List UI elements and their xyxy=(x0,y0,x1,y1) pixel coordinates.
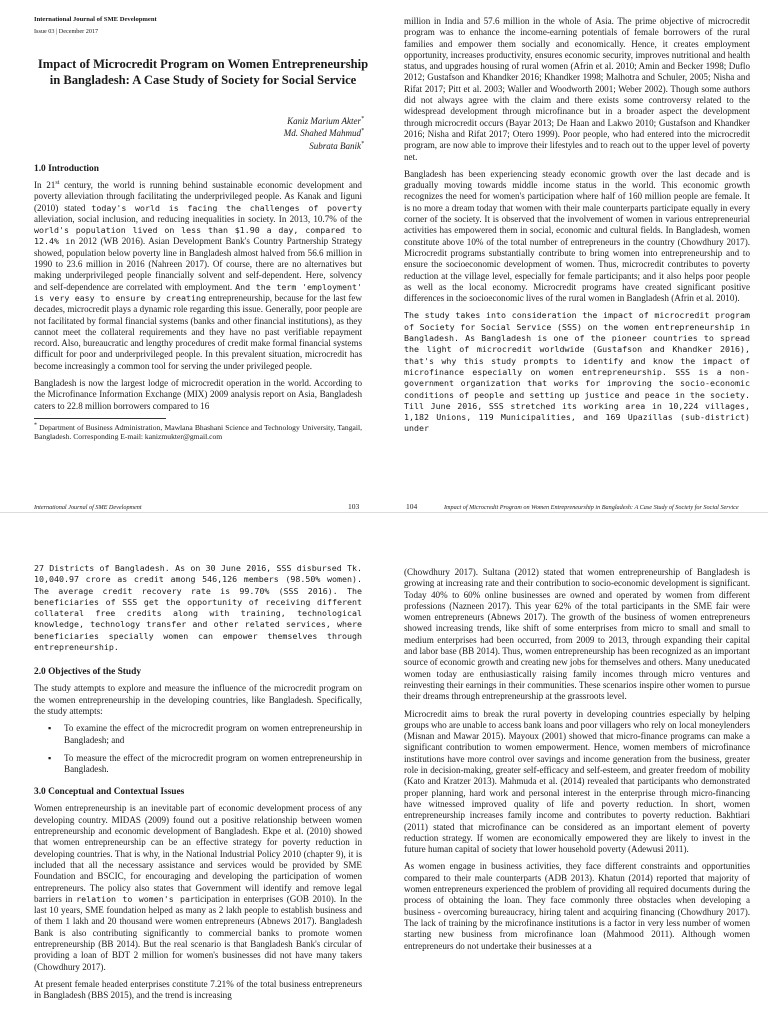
continuation-right-body xyxy=(404,567,750,958)
conceptual-paragraph-2: At present female headed enterprises constitute 7.21% of the total business entrepreneurs in Bangladesh (BBS 2015), and the trend is increasing xyxy=(34,978,362,1001)
objectives-list xyxy=(34,723,362,775)
footnote: * Department of Business Administration, Mawlana Bhashani Science and Technology University, Tangail, Bangladesh. Corresponding E-mail: kanizmukter@gmail.com xyxy=(34,422,362,442)
section-heading-conceptual: 3.0 Conceptual and Contextual Issues xyxy=(34,787,185,798)
author-list xyxy=(284,115,364,152)
page-spread-continuation xyxy=(0,512,768,1025)
page-number-104: 104 xyxy=(406,502,418,511)
page-103-body xyxy=(34,164,362,441)
growth-paragraph: (Chowdhury 2017). Sultana (2012) stated that women entrepreneurship of Bangladesh is growing at increasing rate and their contribution to socio-economic development is significant. Today 40% to 60% online businesses are owned and operated by women from different professions (Nazneen 2017). This year 62% of the total participants in the SME fair were women entrepreneurs (Abnews 2017). The growth of the business of women entrepreneurs showed increasing trends, like shift of some enterprises from micro to small and small to medium enterprises had been occurred, from 2009 to 2013, through expanding their capital and labor base (BB 2014). Thus, women entrepreneurship has been recognized as an important source of economic growth and creating new jobs for themselves and others. Many uneducated women today are enthusiastically raising family incomes through micro ventures and reinvesting their earnings in their communities. These scenarios inspire other women to pursue their dreams through entrepreneurship at the grassroots level. xyxy=(404,567,750,702)
issue-line: Issue 03 | December 2017 xyxy=(34,28,99,35)
objective-item-1: ▪ To examine the effect of the microcredit program on women entrepreneurship in Bangladesh; and xyxy=(64,723,362,746)
footnote-divider xyxy=(34,418,166,419)
footer-journal: International Journal of SME Development xyxy=(34,504,142,511)
intro-paragraph-1: In 21st century, the world is running behind sustainable economic development and poverty alleviation through facilitating the underprivileged people. As Kanak and Iiguni (2010) stated today's world is facing the challenges of poverty alleviation, social inclusion, and reducing inequalities in society. In 2013, 10.7% of the world's population lived on less than $1.90 a day, compared to 12.4% in 2012 (WB 2016). Asian Development Bank's Country Partnership Strategy showed, population below poverty line in Bangladesh almost halved from 56.6 million in 1990 to 23.6 million in 2016 (Nahreen 2017). Of course, there are no alternatives but making underprivileged people financially solvent and self-dependent. Here, solvency and self-dependence are correlated with employment. And the term 'employment' is very easy to ensure by creating entrepreneurship, because for the last few decades, microcredit plays a dynamic role regarding this issue. Generally, poor people are not facilitated by formal financial systems (banks and other financial institutions), as they cannot meet the collateral requirements and they have no past verifiable repayment record. Also, bureaucratic and lengthy procedures of credit make formal financial systems difficult for poor and underprivileged people. In this prevalent situation, microcredit has become increasingly a common tool for serving the under privileged people. xyxy=(34,179,362,371)
conceptual-paragraph-1: Women entrepreneurship is an inevitable part of economic development process of any developing country. MIDAS (2009) found out a positive relationship between women entrepreneurship and economic development of Bangladesh. Ekpe et al. (2010) showed that women entrepreneurship can be an effective strategy for poverty reduction in developing countries. That is why, in the National Industrial Policy 2010 (chapter 9), it is included that all the necessary assistance and services would be provided by SME Foundation and BSCIC, for encouraging and developing the participation of women entrepreneurs. The policy also states that Government will identify and remove legal barriers in relation to women's participation in enterprises (GOB 2010). In the last 10 years, SME foundation helped as many as 2 lakh people to establish business and of them 1 lakh and 20 thousand were women entrepreneurs (Abnews 2017). Bangladesh Bank is also contributing significantly to commercial banks to promote women entrepreneurship (BB 2014). But the real scenario is that Bangladesh Bank's circular of providing a loan of BDT 2 million for women's businesses did not have many takers (Chowdhury 2017). xyxy=(34,803,363,972)
footer-article-title: Impact of Microcredit Program on Women Entrepreneurship in Bangladesh: A Case Study of Society for Social Service xyxy=(444,504,739,511)
page-continuation-left xyxy=(0,513,384,1025)
section-heading-objectives: 2.0 Objectives of the Study xyxy=(34,667,142,678)
intro-paragraph-2: Bangladesh is now the largest lodge of microcredit operation in the world. According to the Microfinance Information Exchange (MIX) 2009 analysis report on Asia, Bangladesh caters to 22.8 million borrowers compared to 16 xyxy=(34,378,362,411)
paper-title: Impact of Microcredit Program on Women Entrepreneurship in Bangladesh: A Case Study of Society for Social Service xyxy=(37,57,369,87)
continuation-paragraph: million in India and 57.6 million in the whole of Asia. The prime objective of microcredit program was to enhance the income-earning potentials of female borrowers of the rural families and empower them socially and economically. Hence, it creates employment opportunity, increases productivity, ensures economic security, improves nutritional and health status, and upgrades housing of rural women (Afrin et al. 2010; Amin and Becker 1998; Duflo 2012; Gustafson and Khandker 2016; Khandker 1998; Malhotra and Schuler, 2005; Nisha and Rifat 2017; Pitt et al. 2003; Waller and Woodworth 2001; Weber 2002). Though some authors did not always agree with the claim and there exists some controversy related to the widespread development through microfinance but in a broader aspect the development through microcredit occurs (Bayar 2013; De Haan and Lakwo 2010; Gustafson and Khandker 2016; Nisha and Rifat 2017; Otero 1999). Poor people, who had entered into the microcredit program, are now able to improve their lifestyles and to reach out to the upper level of poverty net. xyxy=(404,16,750,162)
page-continuation-right xyxy=(384,513,768,1025)
author-2: Md. Shahed Mahmud* xyxy=(283,128,364,139)
page-103 xyxy=(0,0,384,512)
objective-item-2: ▪ To measure the effect of the microcredit program on women entrepreneurship in Bangladesh. xyxy=(64,753,362,776)
journal-header: International Journal of SME Development xyxy=(34,16,157,23)
section-heading-introduction: 1.0 Introduction xyxy=(34,164,99,174)
page-number-103: 103 xyxy=(348,502,360,511)
microcredit-aims-paragraph: Microcredit aims to break the rural poverty in developing countries especially by helping groups who are unable to access bank loans and poor villagers who rely on local moneylenders (Misnan and Mawar 2015). Mayoux (2001) showed that micro-finance programs can make a significant contribution to women empowerment. Hence, women members of microfinance institutions have more control over savings and income generation from the business, greater role in decision-making, greater self-efficacy and self-esteem, and greater freedom of mobility (Kato and Kratzer 2013). Mahmuda et al. (2014) revealed that participants who demonstrated proper planning, hard work and personal interest in the enterprise through micro-financing have witnessed improved quality of life and poverty reduction. In short, women entrepreneurship increases family income and contributes to poverty reduction. Bakhtiari (2011) stated that microfinance can be considered as an important element of poverty reduction strategy. If women are economically empowered they are likely to invest in the future human capital of society that lower household poverty (Adewusi 2011). xyxy=(404,708,750,855)
study-sss-paragraph: The study takes into consideration the impact of microcredit program of Society for Social Service (SSS) on the women entrepreneurship in Bangladesh. As Bangladesh is one of the pioneer countries to spread the light of microcredit worldwide (Gustafson and Khandker 2016), that's why this study prompts to identify and know the impact of microfinance especially on women entrepreneurship. SSS is a non-government organization that works for improving the socio-economic conditions of people and setting up justice and peace in the society. Till June 2016, SSS stretched its working area in 10,224 villages, 1,182 Unions, 119 Municipalities, and 169 Upazillas (sub-district) under xyxy=(404,310,750,434)
page-spread-103-104 xyxy=(0,0,768,512)
sss-stats-paragraph: 27 Districts of Bangladesh. As on 30 June 2016, SSS disbursed Tk. 10,040.97 crore as credit among 546,126 members (98.50% women). The average credit recovery rate is 99.70% (SSS 2016). The beneficiaries of SSS get the opportunity of receiving different collateral free credits along with training, technological knowledge, technology transfer and other related services, where beneficiaries specially women can empower themselves through entrepreneurship. xyxy=(34,563,362,653)
page-104-top xyxy=(384,0,768,512)
page-104-top-body xyxy=(404,16,750,441)
constraints-paragraph: As women engage in business activities, they face different constraints and opportunities compared to their male counterparts (ADB 2013). Khatun (2014) reported that majority of women entrepreneurs experienced the problem of providing all required documents during the process of obtaining the loan. They face commonly three obstacles when developing a business - overcoming bureaucracy, hiring talent and acquiring financing (Chowdhury 2017). The lack of training by the microfinance institutions is a factor in very less number of women starting new business from microfinance loan (Mahmood 2011). Although women entrepreneurs do not undertake their businesses at a xyxy=(404,861,750,951)
continuation-left-body xyxy=(34,563,362,1008)
author-1: Kaniz Marium Akter* xyxy=(287,116,364,126)
objectives-paragraph: The study attempts to explore and measure the influence of the microcredit program on the women entrepreneurship in the developing countries, like Bangladesh. Specifically, the study attempts: xyxy=(34,683,362,716)
bangladesh-growth-paragraph: Bangladesh has been experiencing steady economic growth over the last decade and is gradually moving towards middle income status in the world. This economic growth recognizes the need for women's participation where half of 160 million people are female. It is no more a dream today that women with their male counterparts participate equally in every corner of the society. It is observed that the involvement of women in various entrepreneurial activities has empowered them in social, economic and cultural fields. In Bangladesh, women constitute above 10% of the total number of entrepreneurs in the country (Chowdhury 2017). Microcredit programs substantially contribute to bring women into entrepreneurship and to ensure the socioeconomic development of women. Thus, microcredit contributes to poverty reduction at the village level, especially for female participants; and it also helps poor people as well as the local economy. Microcredit programs have created significant positive differences in the socioeconomic lives of the rural women in Bangladesh (Afrin et al. 2010). xyxy=(404,168,750,304)
author-3: Subrata Banik* xyxy=(309,140,364,151)
